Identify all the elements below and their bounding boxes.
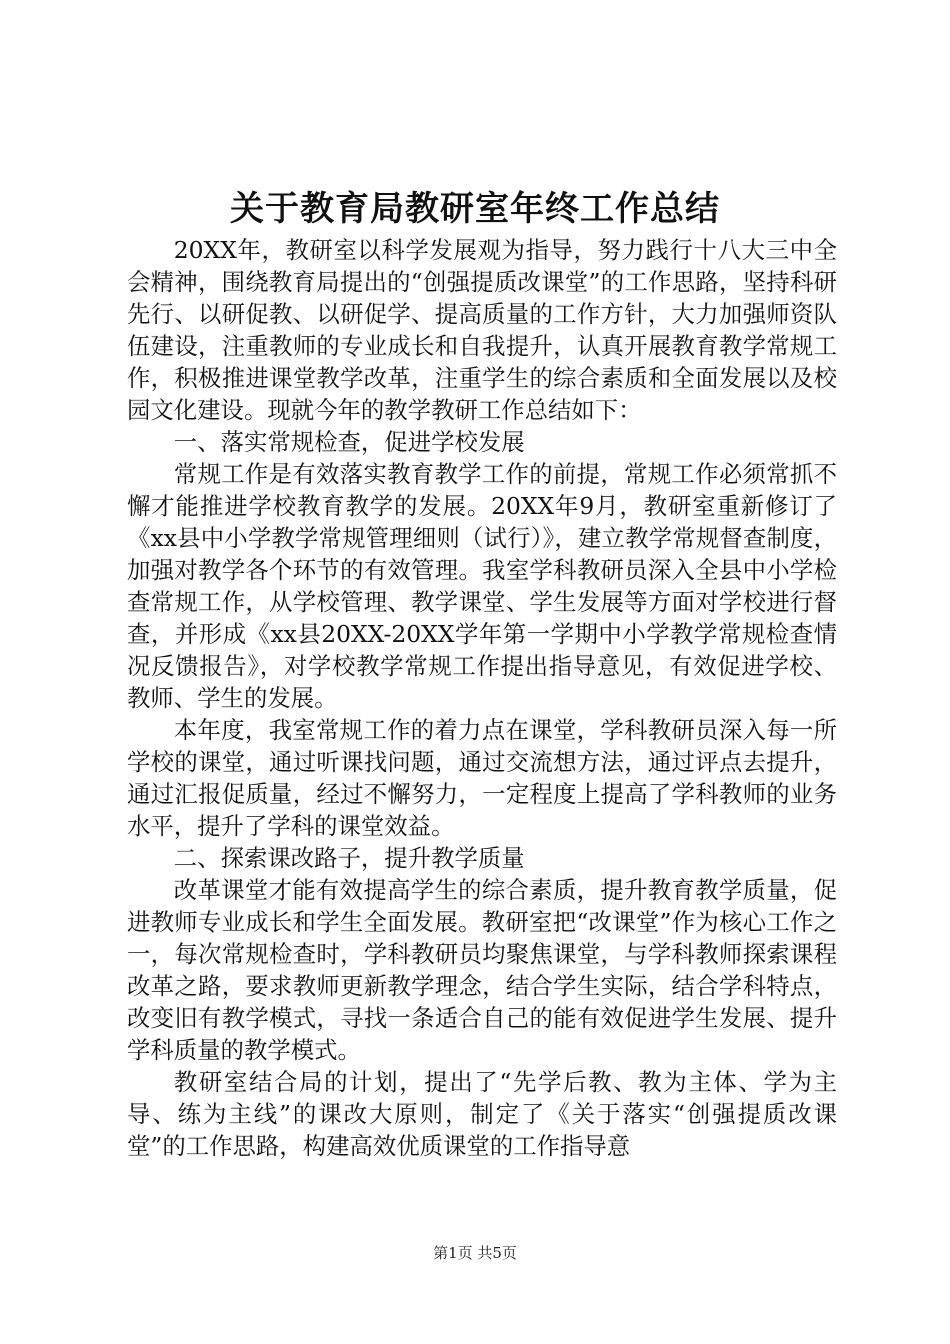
paragraph-reform: 改革课堂才能有效提高学生的综合素质，提升教育教学质量，促进教师专业成长和学生全面发展。教研室把“改课堂”作为核心工作之一，每次常规检查时，学科教研员均聚焦课堂，与学科教师探索课程改革之路，要求教师更新教学理念，结合学生实际，结合学科特点，改变旧有教学模式，寻找一条适合自己的能有效促进学生发展、提升学科质量的教学模式。 xyxy=(127,876,837,1064)
section-heading-1: 一、落实常规检查，促进学校发展 xyxy=(173,428,525,456)
paragraph-classroom-focus: 本年度，我室常规工作的着力点在课堂，学科教研员深入每一所学校的课堂，通过听课找问题，通过交流想方法，通过评点去提升，通过汇报促质量，经过不懈努力，一定程度上提高了学科教师的业务水平，提升了学科的课堂效益。 xyxy=(127,716,837,840)
paragraph-intro: 20XX年，教研室以科学发展观为指导，努力践行十八大三中全会精神，围绕教育局提出的“创强提质改课堂”的工作思路，坚持科研先行、以研促教、以研促学、提高质量的工作方针，大力加强师资队伍建设，注重教师的专业成长和自我提升，认真开展教育教学常规工作，积极推进课堂教学改革，注重学生的综合素质和全面发展以及校园文化建设。现就今年的教学教研工作总结如下： xyxy=(127,236,837,424)
section-heading-2: 二、探索课改路子，提升教学质量 xyxy=(173,844,525,872)
document-body xyxy=(127,234,837,1162)
page-footer: 第1页 共5页 xyxy=(433,1244,517,1262)
document-title: 关于教育局教研室年终工作总结 xyxy=(230,189,720,229)
paragraph-reform-principles: 教研室结合局的计划，提出了“先学后教、教为主体、学为主导、练为主线”的课改大原则，制定了《关于落实“创强提质改课堂”的工作思路，构建高效优质课堂的工作指导意 xyxy=(127,1068,837,1160)
paragraph-routine-work: 常规工作是有效落实教育教学工作的前提，常规工作必须常抓不懈才能推进学校教育教学的发展。20XX年9月，教研室重新修订了《xx县中小学教学常规管理细则（试行）》，建立教学常规督查制度，加强对教学各个环节的有效管理。我室学科教研员深入全县中小学检查常规工作，从学校管理、教学课堂、学生发展等方面对学校进行督查，并形成《xx县20XX-20XX学年第一学期中小学教学常规检查情况反馈报告》，对学校教学常规工作提出指导意见，有效促进学校、教师、学生的发展。 xyxy=(127,460,837,712)
